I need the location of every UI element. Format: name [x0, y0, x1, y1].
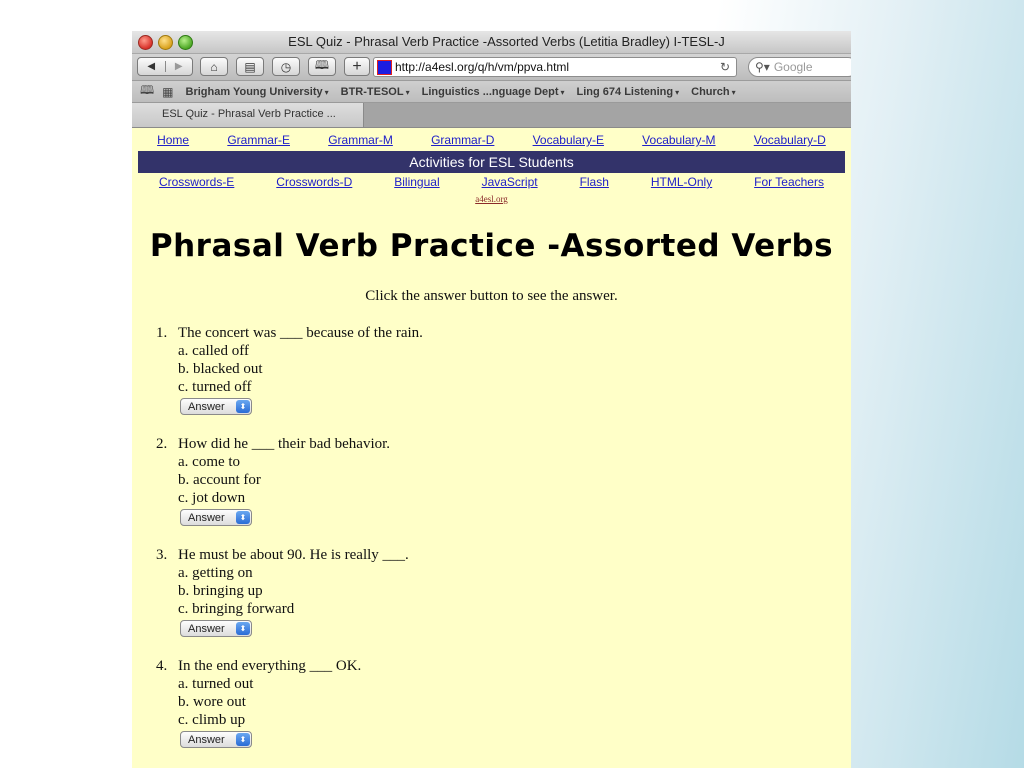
add-bookmark-button[interactable] — [344, 57, 370, 76]
grid-icon[interactable]: ▦ — [162, 84, 174, 99]
nav-link-vocabulary-e[interactable]: Vocabulary-E — [532, 133, 604, 147]
tab-esl-quiz[interactable]: ESL Quiz - Phrasal Verb Practice ... — [132, 103, 364, 127]
nav-link-bilingual[interactable]: Bilingual — [394, 175, 440, 189]
url-text[interactable]: http://a4esl.org/q/h/vm/ppva.html — [395, 60, 570, 74]
back-icon[interactable]: ◀ — [147, 61, 156, 72]
reload-icon[interactable]: ↻ — [719, 60, 730, 74]
nav-link-grammar-d[interactable]: Grammar-D — [431, 133, 495, 147]
bookmarks-bar — [132, 81, 851, 103]
nav-row-top — [138, 133, 845, 147]
browser-toolbar — [132, 54, 851, 81]
updown-arrows-icon: ⬍ — [236, 733, 250, 746]
answer-select-button[interactable]: Answer ⬍ — [180, 620, 252, 637]
tab-bar — [132, 103, 851, 128]
answer-option: a. called off — [178, 343, 249, 359]
instruction-text: Click the answer button to see the answer. — [365, 288, 618, 304]
answer-option: c. bringing forward — [178, 601, 295, 617]
question-item — [156, 546, 409, 637]
chevron-down-icon: ▾ — [324, 87, 329, 97]
answer-option: b. bringing up — [178, 583, 263, 599]
answer-option: b. blacked out — [178, 361, 263, 377]
updown-arrows-icon: ⬍ — [236, 400, 250, 413]
chevron-down-icon: ▾ — [731, 87, 736, 97]
bookmark-linguistics[interactable]: Linguistics ...nguage Dept ▾ — [421, 85, 565, 98]
updown-arrows-icon: ⬍ — [236, 511, 250, 524]
question-text: In the end everything ___ OK. — [178, 658, 362, 674]
question-number: 1. — [156, 325, 168, 341]
bookmark-ling-674[interactable]: Ling 674 Listening ▾ — [576, 85, 680, 98]
answer-option: a. turned out — [178, 676, 254, 692]
question-text: He must be about 90. He is really ___. — [178, 547, 409, 563]
question-number: 3. — [156, 547, 168, 563]
nav-link-grammar-e[interactable]: Grammar-E — [227, 133, 290, 147]
question-item — [156, 435, 390, 526]
home-button[interactable] — [200, 57, 228, 76]
chevron-down-icon: ▾ — [675, 87, 680, 97]
site-home-link[interactable]: a4esl.org — [475, 194, 508, 204]
page-title: Phrasal Verb Practice -Assorted Verbs — [149, 228, 834, 264]
answer-select-button[interactable]: Answer ⬍ — [180, 731, 252, 748]
open-book-icon[interactable]: 🕮 — [140, 83, 155, 97]
print-button[interactable] — [236, 57, 264, 76]
question-text: The concert was ___ because of the rain. — [178, 325, 423, 341]
nav-link-for-teachers[interactable]: For Teachers — [754, 175, 824, 189]
chevron-down-icon: ▾ — [405, 87, 410, 97]
history-button[interactable] — [272, 57, 300, 76]
bookmarks-icon: 🕮 — [314, 58, 330, 72]
window-title: ESL Quiz - Phrasal Verb Practice -Assorted Verbs (Letitia Bradley) I-TESL-J — [288, 34, 725, 49]
nav-link-grammar-m[interactable]: Grammar-M — [328, 133, 393, 147]
nav-banner: Activities for ESL Students — [138, 151, 845, 173]
chevron-down-icon: ▾ — [560, 87, 565, 97]
answer-select-button[interactable]: Answer ⬍ — [180, 509, 252, 526]
nav-link-javascript[interactable]: JavaScript — [481, 175, 538, 189]
question-text: How did he ___ their bad behavior. — [178, 436, 391, 452]
bookmark-btr-tesol[interactable]: BTR-TESOL ▾ — [340, 85, 410, 98]
question-item — [156, 324, 423, 415]
print-icon: ▤ — [244, 59, 256, 74]
browser-window — [132, 31, 851, 768]
answer-option: c. jot down — [178, 490, 246, 506]
history-icon: ◷ — [280, 59, 292, 74]
answer-option: c. turned off — [178, 379, 252, 395]
bookmark-church[interactable]: Church ▾ — [691, 85, 736, 98]
page-content — [132, 128, 851, 768]
search-field[interactable] — [748, 57, 851, 77]
nav-link-vocabulary-d[interactable]: Vocabulary-D — [753, 133, 826, 147]
nav-link-vocabulary-m[interactable]: Vocabulary-M — [642, 133, 716, 147]
nav-link-html-only[interactable]: HTML-Only — [650, 175, 713, 189]
forward-icon[interactable]: ▶ — [165, 61, 193, 72]
answer-option: a. getting on — [178, 565, 253, 581]
home-icon: ⌂ — [210, 59, 218, 74]
nav-link-flash[interactable]: Flash — [579, 175, 609, 189]
nav-row-bottom — [138, 175, 845, 189]
answer-option: a. come to — [178, 454, 241, 470]
question-number: 2. — [156, 436, 168, 452]
nav-link-crosswords-d[interactable]: Crosswords-D — [276, 175, 353, 189]
search-placeholder: Google — [773, 60, 813, 74]
search-icon: ⚲▾ — [755, 60, 770, 74]
updown-arrows-icon: ⬍ — [236, 622, 250, 635]
back-forward-group — [137, 57, 193, 76]
title-bar — [132, 31, 851, 54]
nav-link-crosswords-e[interactable]: Crosswords-E — [158, 175, 235, 189]
answer-option: c. climb up — [178, 712, 246, 728]
plus-icon: + — [352, 57, 362, 75]
question-number: 4. — [156, 658, 168, 674]
answer-option: b. account for — [178, 472, 261, 488]
answer-option: b. wore out — [178, 694, 246, 710]
bookmark-byu[interactable]: Brigham Young University ▾ — [185, 85, 329, 98]
address-bar[interactable] — [373, 57, 737, 77]
question-item — [156, 657, 361, 748]
nav-link-home[interactable]: Home — [157, 133, 190, 147]
site-favicon-icon — [377, 60, 392, 75]
answer-select-button[interactable]: Answer ⬍ — [180, 398, 252, 415]
bookmarks-button[interactable] — [308, 57, 336, 76]
